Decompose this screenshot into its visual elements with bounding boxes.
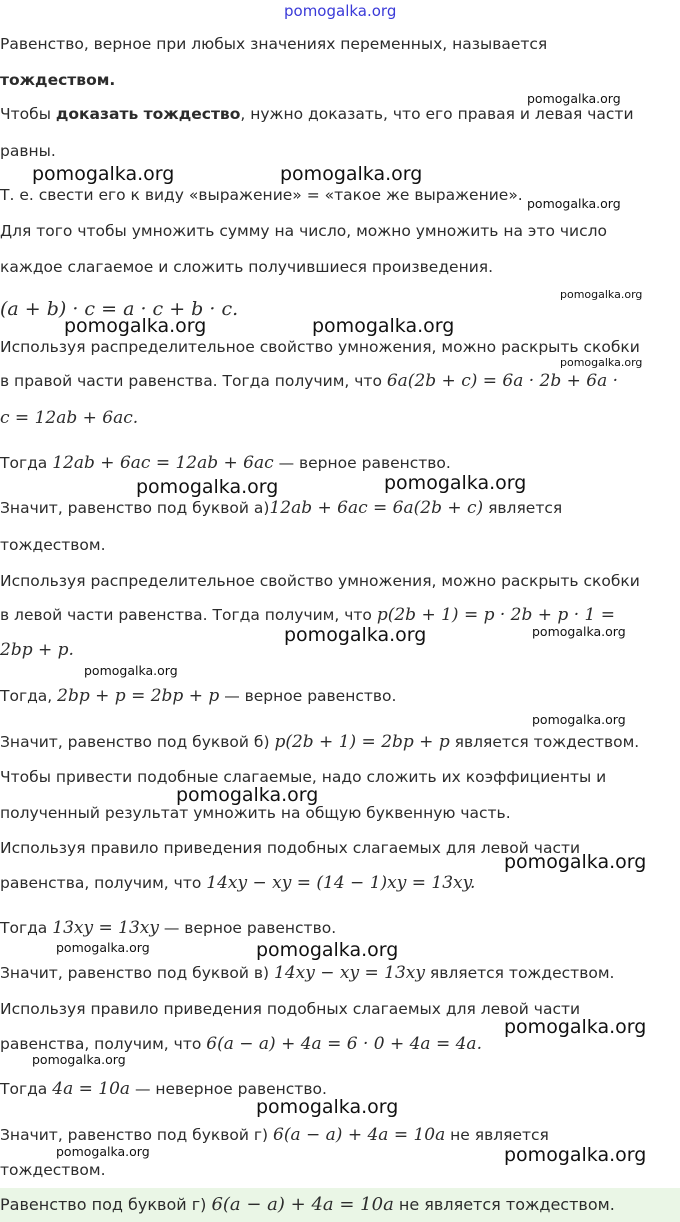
step-b-line: Используя распределительное свойство умножения, можно раскрыть скобки — [0, 572, 640, 590]
watermark: pomogalka.org — [527, 196, 621, 211]
check-b-line: Тогда, 2bp + p = 2bp + p — верное равенство. — [0, 686, 397, 706]
prove-line: Чтобы доказать тождество, нужно доказать, что его правая и левая части — [0, 105, 634, 123]
watermark: pomogalka.org — [312, 315, 455, 337]
watermark: pomogalka.org — [384, 472, 527, 494]
conclusion-a-line: Значит, равенство под буквой а)12ab + 6ac = 6a(2b + c) является — [0, 498, 563, 518]
watermark: pomogalka.org — [280, 163, 423, 185]
watermark: pomogalka.org — [64, 315, 207, 337]
reduce-line: Т. е. свести его к виду «выражение» = «такое же выражение». — [0, 186, 523, 204]
answer-text: Равенство под буквой г) 6(a − a) + 4a = 10a не является тождеством. — [0, 1194, 615, 1215]
conclusion-c-line: Значит, равенство под буквой в) 14xy − xy = 13xy является тождеством. — [0, 963, 615, 983]
step-b-line-2: в левой части равенства. Тогда получим, что p(2b + 1) = p · 2b + p · 1 = — [0, 605, 615, 625]
answer-box — [0, 1188, 680, 1222]
watermark: pomogalka.org — [56, 1144, 150, 1159]
distributive-line-end: каждое слагаемое и сложить получившиеся произведения. — [0, 258, 494, 276]
watermark: pomogalka.org — [32, 163, 175, 185]
like-terms-line: Чтобы привести подобные слагаемые, надо сложить их коэффициенты и — [0, 768, 607, 786]
definition-term: тождеством. — [0, 71, 116, 89]
check-c-line: Тогда 13xy = 13xy — верное равенство. — [0, 918, 337, 938]
step-a-line: Используя распределительное свойство умножения, можно раскрыть скобки — [0, 338, 640, 356]
conclusion-b-line: Значит, равенство под буквой б) p(2b + 1) = 2bp + p является тождеством. — [0, 732, 640, 752]
watermark: pomogalka.org — [32, 1052, 126, 1067]
watermark: pomogalka.org — [256, 939, 399, 961]
watermark: pomogalka.org — [504, 1016, 647, 1038]
watermark: pomogalka.org — [256, 1096, 399, 1118]
definition-line: Равенство, верное при любых значениях переменных, называется — [0, 35, 548, 53]
step-c-line: Используя правило приведения подобных слагаемых для левой части — [0, 839, 581, 857]
watermark: pomogalka.org — [284, 624, 427, 646]
distributive-formula: (a + b) · c = a · c + b · c. — [0, 298, 239, 320]
watermark: pomogalka.org — [560, 288, 643, 301]
watermark: pomogalka.org — [176, 784, 319, 806]
watermark: pomogalka.org — [532, 712, 626, 727]
step-d-line-2: равенства, получим, что 6(a − a) + 4a = 6 · 0 + 4a = 4a. — [0, 1034, 482, 1054]
distributive-line: Для того чтобы умножить сумму на число, можно умножить на это число — [0, 222, 608, 240]
watermark: pomogalka.org — [56, 940, 150, 955]
conclusion-d-line-end: тождеством. — [0, 1161, 106, 1179]
step-a-line-2: в правой части равенства. Тогда получим, что 6a(2b + c) = 6a · 2b + 6a · — [0, 371, 619, 391]
watermark: pomogalka.org — [84, 663, 178, 678]
conclusion-d-line: Значит, равенство под буквой г) 6(a − a) + 4a = 10a не является — [0, 1125, 549, 1145]
watermark: pomogalka.org — [532, 624, 626, 639]
watermark: pomogalka.org — [560, 356, 643, 369]
step-a-formula: c = 12ab + 6ac. — [0, 408, 139, 428]
check-d-line: Тогда 4a = 10a — неверное равенство. — [0, 1079, 327, 1099]
watermark: pomogalka.org — [136, 476, 279, 498]
prove-line-end: равны. — [0, 142, 56, 160]
step-d-line: Используя правило приведения подобных слагаемых для левой части — [0, 1000, 581, 1018]
watermark: pomogalka.org — [504, 1144, 647, 1166]
watermark: pomogalka.org — [284, 2, 397, 20]
watermark: pomogalka.org — [527, 91, 621, 106]
step-b-formula: 2bp + p. — [0, 640, 74, 660]
step-c-line-2: равенства, получим, что 14xy − xy = (14 − 1)xy = 13xy. — [0, 873, 476, 893]
check-a-line: Тогда 12ab + 6ac = 12ab + 6ac — верное равенство. — [0, 453, 451, 473]
watermark: pomogalka.org — [504, 851, 647, 873]
like-terms-line-end: полученный результат умножить на общую буквенную часть. — [0, 804, 511, 822]
conclusion-a-line-end: тождеством. — [0, 536, 106, 554]
